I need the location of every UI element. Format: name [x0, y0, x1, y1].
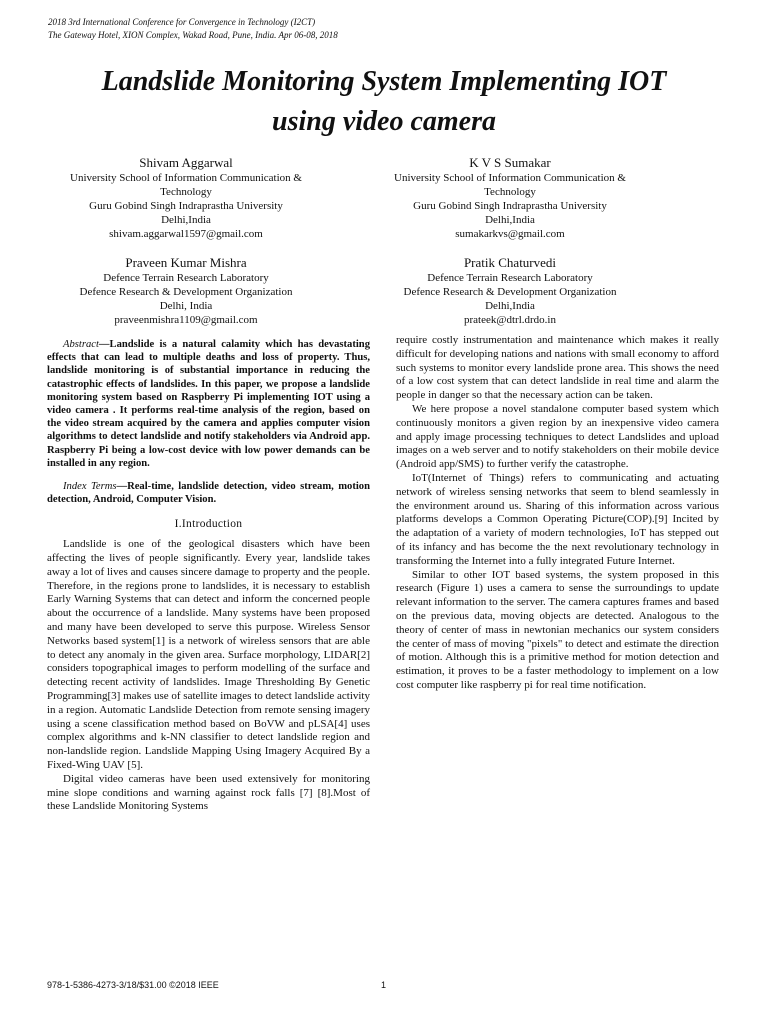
- author-block-4: [360, 254, 660, 327]
- author-location: Delhi,India: [485, 214, 535, 226]
- author-affiliation: Defence Terrain Research Laboratory: [103, 272, 269, 284]
- author-affiliation: Technology: [160, 186, 212, 198]
- index-terms: [47, 480, 370, 506]
- author-email: shivam.aggarwal1597@gmail.com: [109, 228, 263, 240]
- section-heading-introduction: I.Introduction: [174, 518, 243, 531]
- author-affiliation: University School of Information Communication &: [70, 172, 302, 184]
- body-paragraph: Similar to other IOT based systems, the system proposed in this research (Figure 1) uses a camera to sense the surroundings to update relevant information to the server. The camera captures frames and based on the previous data, moving objects are detected. Analogous to the theory of center of mass in newtonian mechanics our system considers the center of mass of moving "pixels" to detect and estimate the direction of motion. Although this is a primitive method for motion detection and estimation, it proves to be a faster methodology to implement on a low cost computer like raspberry pi for real time notification.: [396, 568, 719, 691]
- body-paragraph: We here propose a novel standalone computer based system which continuously monitors a given region by an inexpensive video camera and apply image processing techniques to detect Landslides and upload images on a web server and to notify stakeholders on their mobile device (Android app/SMS) to further verify the catastrophe.: [396, 402, 719, 471]
- title-line-1: Landslide Monitoring System Implementing IOT: [101, 66, 667, 97]
- author-location: Delhi,India: [485, 300, 535, 312]
- body-paragraph: IoT(Internet of Things) refers to communicating and actuating network of wireless sensing networks that seem to blend seamlessly in the environment around us. Sharing of this information across various platforms develops a Common Operating Picture(COP).[9] Incited by the adaptation of a variety of modern technologies, IoT has stepped out of its infancy and has become the the next revolutionary technology in transforming the Internet into a fully integrated Future Internet.: [396, 471, 719, 567]
- author-name: Shivam Aggarwal: [139, 155, 233, 170]
- author-email: prateek@dtrl.drdo.in: [464, 314, 556, 326]
- author-name: K V S Sumakar: [469, 155, 551, 170]
- conference-header: [48, 16, 728, 42]
- author-name: Praveen Kumar Mishra: [125, 255, 247, 270]
- title-line-2: using video camera: [272, 106, 496, 137]
- conference-name: 2018 3rd International Conference for Convergence in Technology (I2CT): [48, 17, 316, 27]
- abstract-text: —Landslide is a natural calamity which has devastating effects that can lead to multiple deaths and loss of property. Thus, landslide monitoring is of substantial importance in reducing the catastrophic effects of landslides. In this paper, we propose a landslide monitoring system based on Raspberry Pi implementing IOT using a video camera . It performs real-time analysis of the region, based on the video stream acquired by the camera and applies computer vision algorithms to detect landslide and notify stakeholders via Android app. Raspberry Pi being a low-cost device with low power demands can be installed in any region.: [47, 339, 370, 469]
- footer-isbn: 978-1-5386-4273-3/18/$31.00 ©2018 IEEE: [47, 980, 219, 990]
- author-affiliation: Technology: [484, 186, 536, 198]
- author-email: sumakarkvs@gmail.com: [455, 228, 565, 240]
- author-university: Guru Gobind Singh Indraprastha University: [413, 200, 607, 212]
- author-affiliation: University School of Information Communication &: [394, 172, 626, 184]
- author-affiliation: Defence Terrain Research Laboratory: [427, 272, 593, 284]
- author-email: praveenmishra1109@gmail.com: [114, 314, 258, 326]
- author-block-2: [360, 154, 660, 241]
- author-university: Guru Gobind Singh Indraprastha University: [89, 200, 283, 212]
- author-location: Delhi,India: [161, 214, 211, 226]
- author-affiliation: Defence Research & Development Organization: [79, 286, 293, 298]
- page-number: 1: [381, 980, 387, 990]
- body-paragraph: Landslide is one of the geological disasters which have been affecting the lives of people significantly. Every year, landslide takes away a lot of lives and causes sincere damage to property and the people. Therefore, in the regions prone to landslides, it is necessary to establish Early Warning Systems that can detect and inform the concerned people about the occurrence of a landslide. Many systems have been proposed and many have been developed to serve this purpose. Wireless Sensor Networks based system[1] is a network of wireless sensors that are able to detect any anomaly in the given area. Surface morphology, LIDAR[2] considers topographical images to perform modelling of the surface and detecting recent activity of landslides. Image Thresholding By Genetic Programming[3] makes use of satellite images to detect landslide activity in a region. Automatic Landslide Detection from remote sensing imagery using a scene classification method based on BoVW and pLSA[4] uses complex algorithms and k-NN classifier to detect landslide region and non-landslide region. Landslide Mapping Using Imagery Acquired By a Fixed-Wing UAV [5].: [47, 538, 370, 771]
- right-column: [396, 334, 719, 693]
- body-paragraph: Digital video cameras have been used extensively for monitoring mine slope conditions and warning against rock falls [7] [8].Most of these Landslide Monitoring Systems: [47, 772, 370, 813]
- conference-venue: The Gateway Hotel, XION Complex, Wakad Road, Pune, India. Apr 06-08, 2018: [48, 30, 338, 40]
- left-column: [47, 338, 370, 814]
- author-block-1: [36, 154, 336, 241]
- index-terms-label: Index Terms: [63, 481, 117, 493]
- author-location: Delhi, India: [159, 300, 213, 312]
- author-name: Pratik Chaturvedi: [463, 255, 557, 270]
- abstract-label: Abstract: [63, 339, 99, 350]
- paper-title: [40, 62, 728, 142]
- abstract: [47, 338, 370, 470]
- author-block-3: [36, 254, 336, 327]
- author-affiliation: Defence Research & Development Organization: [403, 286, 617, 298]
- body-paragraph: require costly instrumentation and maintenance which makes it really difficult for developing nations and nations with small economy to afford such systems to monitor every landslide prone area. This shows the need of a low cost system that can detect landslide in real time and alarm the people in danger so that the necessary action can be taken.: [396, 334, 719, 402]
- index-terms-text: —Real-time, landslide detection, video stream, motion detection, Android, Computer Vision.: [47, 481, 370, 506]
